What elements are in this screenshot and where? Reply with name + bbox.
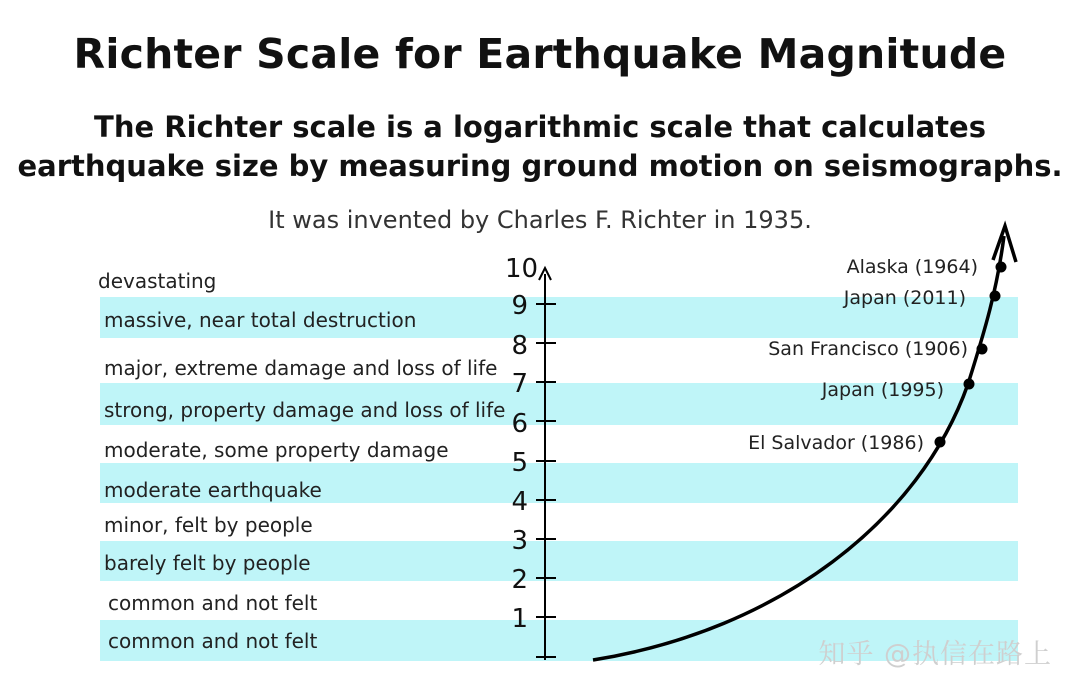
subtitle-line-2: earthquake size by measuring ground motion on seismographs. xyxy=(17,149,1063,183)
marker-el-salvador xyxy=(935,437,946,448)
watermark: 知乎 @执信在路上 xyxy=(818,639,1052,670)
caption: It was invented by Charles F. Richter in 1935. xyxy=(268,206,812,234)
event-san-francisco: San Francisco (1906) xyxy=(768,338,968,360)
event-japan-1995: Japan (1995) xyxy=(821,379,944,401)
marker-japan-1995 xyxy=(964,379,975,390)
desc-moderate-earthquake: moderate earthquake xyxy=(104,478,322,502)
page-title: Richter Scale for Earthquake Magnitude xyxy=(73,30,1007,78)
marker-san-francisco xyxy=(977,344,988,355)
desc-barely-felt: barely felt by people xyxy=(104,551,311,575)
desc-common-2: common and not felt xyxy=(108,629,318,653)
desc-moderate-damage: moderate, some property damage xyxy=(104,438,449,462)
desc-common-1: common and not felt xyxy=(108,591,318,615)
tick-8: 8 xyxy=(511,331,528,361)
marker-japan-2011 xyxy=(990,291,1001,302)
desc-minor: minor, felt by people xyxy=(104,513,313,537)
tick-10: 10 xyxy=(505,254,539,284)
subtitle-line-1: The Richter scale is a logarithmic scale that calculates xyxy=(94,110,986,144)
tick-4: 4 xyxy=(511,487,528,517)
tick-5: 5 xyxy=(511,448,528,478)
tick-3: 3 xyxy=(511,526,528,556)
tick-1: 1 xyxy=(511,604,528,634)
tick-2: 2 xyxy=(511,565,528,595)
tick-6: 6 xyxy=(511,409,528,439)
tick-7: 7 xyxy=(511,369,528,399)
desc-major: major, extreme damage and loss of life xyxy=(104,356,498,380)
desc-strong: strong, property damage and loss of life xyxy=(104,398,506,422)
desc-devastating: devastating xyxy=(98,269,217,293)
tick-9: 9 xyxy=(511,291,528,321)
marker-alaska xyxy=(996,262,1007,273)
event-alaska: Alaska (1964) xyxy=(846,256,978,278)
desc-massive: massive, near total destruction xyxy=(104,308,417,332)
energy-curve xyxy=(593,236,1004,660)
magnitude-axis xyxy=(536,268,556,660)
event-el-salvador: El Salvador (1986) xyxy=(748,432,924,454)
event-japan-2011: Japan (2011) xyxy=(843,287,966,309)
